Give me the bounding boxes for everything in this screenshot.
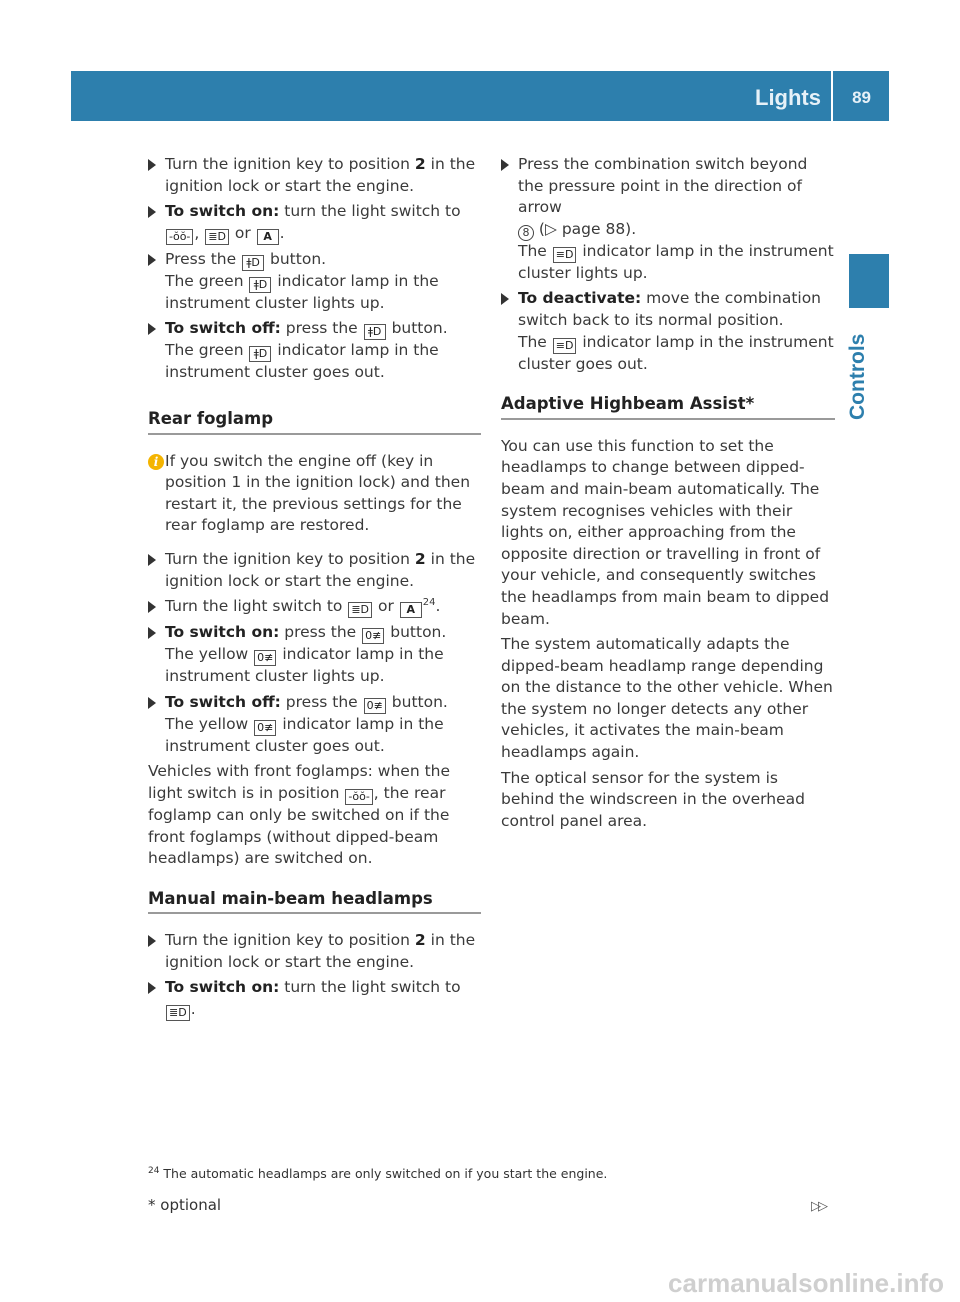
header-bar bbox=[71, 71, 889, 121]
step-arrow-icon bbox=[148, 159, 156, 171]
step-press-front-fog: Press the ǂD button. The green ǂD indicator lamp in the instrument cluster lights up. bbox=[148, 249, 481, 315]
step-arrow-icon bbox=[148, 935, 156, 947]
left-column bbox=[148, 154, 481, 1025]
step-rear-fog-on: To switch on: press the 0≢ button. The yellow 0≢ indicator lamp in the instrument cluster lights up. bbox=[148, 622, 481, 688]
section-heading-adaptive-highbeam: Adaptive Highbeam Assist* bbox=[501, 393, 835, 420]
step-arrow-icon bbox=[501, 159, 509, 171]
paragraph: The optical sensor for the system is behind the windscreen in the overhead control panel area. bbox=[501, 768, 805, 830]
rear-fog-icon: 0≢ bbox=[254, 720, 276, 736]
side-lamps-icon: -ŏŏ- bbox=[166, 229, 193, 245]
step-switch-on: To switch on: turn the light switch to ≣D . bbox=[148, 977, 481, 1021]
step-arrow-icon bbox=[148, 323, 156, 335]
continue-arrows-icon: ▷▷ bbox=[811, 1199, 825, 1214]
arrow-ref-marker: 8 bbox=[518, 225, 534, 241]
dipped-beam-icon: ≣D bbox=[348, 602, 372, 618]
front-fog-icon: ǂD bbox=[364, 324, 386, 340]
footnote bbox=[148, 1166, 607, 1181]
paragraph: The system automatically adapts the dipped-beam headlamp range depending on the distance to the other vehicle. When the system no longer detects any other vehicles, it activates the main-beam headlamps again. bbox=[501, 635, 833, 762]
optional-legend: * optional bbox=[148, 1196, 222, 1214]
side-lamps-icon: -ŏŏ- bbox=[345, 789, 372, 805]
main-beam-icon: ≡D bbox=[553, 247, 577, 263]
rear-fog-icon: 0≢ bbox=[254, 650, 276, 666]
step-arrow-icon bbox=[148, 254, 156, 266]
footnote-number: 24 bbox=[148, 1165, 160, 1176]
step-light-switch: Turn the light switch to ≣D or $A^{24}$. bbox=[148, 596, 481, 618]
auto-headlamp-icon: A bbox=[400, 602, 422, 618]
side-tab-marker bbox=[849, 254, 889, 308]
front-fog-icon: ǂD bbox=[249, 277, 271, 293]
rear-fog-icon: 0≢ bbox=[362, 628, 384, 644]
footnote-text: The automatic headlamps are only switched on if you start the engine. bbox=[159, 1166, 608, 1181]
side-tab-label: Controls bbox=[846, 333, 869, 420]
page-ref-link[interactable]: (▷ page 88). bbox=[534, 219, 637, 238]
footnote-ref: 24 bbox=[422, 596, 436, 608]
chapter-title: Lights bbox=[755, 85, 821, 110]
step-arrow-icon bbox=[148, 206, 156, 218]
header-separator bbox=[831, 71, 833, 121]
main-beam-icon: ≡D bbox=[553, 338, 577, 354]
right-column bbox=[501, 154, 835, 836]
step-arrow-icon bbox=[148, 982, 156, 994]
step-deactivate: To deactivate: move the combination switch back to its normal position. The ≡D indicator lamp in the instrument cluster goes out. bbox=[501, 288, 835, 375]
info-note: i If you switch the engine off (key in position 1 in the ignition lock) and then restart it, the previous settings for the rear foglamp are restored. bbox=[148, 451, 481, 537]
dipped-beam-icon: ≣D bbox=[166, 1005, 190, 1021]
page-number: 89 bbox=[852, 88, 871, 107]
step-arrow-icon bbox=[148, 601, 156, 613]
step-arrow-icon bbox=[148, 554, 156, 566]
info-icon: i bbox=[148, 454, 164, 470]
front-fog-icon: ǂD bbox=[249, 346, 271, 362]
section-heading-rear-foglamp: Rear foglamp bbox=[148, 408, 481, 435]
step-ignition: Turn the ignition key to position 2 in the ignition lock or start the engine. bbox=[148, 930, 481, 973]
rear-fog-icon: 0≢ bbox=[364, 698, 386, 714]
watermark: carmanualsonline.info bbox=[668, 1268, 944, 1298]
step-ignition: Turn the ignition key to position 2 in the ignition lock or start the engine. bbox=[148, 549, 481, 592]
side-tab bbox=[846, 310, 890, 420]
step-combination-switch: Press the combination switch beyond the pressure point in the direction of arrow 8 (▷ page 88). The ≡D indicator lamp in the instrument cluster lights up. bbox=[501, 154, 835, 284]
auto-headlamp-icon: A bbox=[257, 229, 279, 245]
step-arrow-icon bbox=[148, 697, 156, 709]
front-fog-icon: ǂD bbox=[242, 255, 264, 271]
section-heading-manual-main-beam: Manual main-beam headlamps bbox=[148, 888, 481, 915]
step-arrow-icon bbox=[148, 627, 156, 639]
step-switch-on: To switch on: turn the light switch to -ŏŏ- , ≣D or A . bbox=[148, 201, 481, 245]
step-ignition: Turn the ignition key to position 2 in the ignition lock or start the engine. bbox=[148, 154, 481, 197]
dipped-beam-icon: ≣D bbox=[205, 229, 229, 245]
paragraph: You can use this function to set the headlamps to change between dipped-beam and main-beam automatically. The system recognises vehicles with their lights on, either approaching from the opposite direction or travelling in front of your vehicle, and consequently switches the headlamps from main beam to dipped beam. bbox=[501, 436, 830, 628]
step-switch-off: To switch off: press the ǂD button. The green ǂD indicator lamp in the instrument cluster goes out. bbox=[148, 318, 481, 384]
step-rear-fog-off: To switch off: press the 0≢ button. The yellow 0≢ indicator lamp in the instrument cluster goes out. bbox=[148, 692, 481, 758]
front-foglamp-paragraph: Vehicles with front foglamps: when the light switch is in position -ŏŏ- , the rear foglamp can only be switched on if the front foglamps (without dipped-beam headlamps) are switched on. bbox=[148, 762, 451, 868]
step-arrow-icon bbox=[501, 293, 509, 305]
